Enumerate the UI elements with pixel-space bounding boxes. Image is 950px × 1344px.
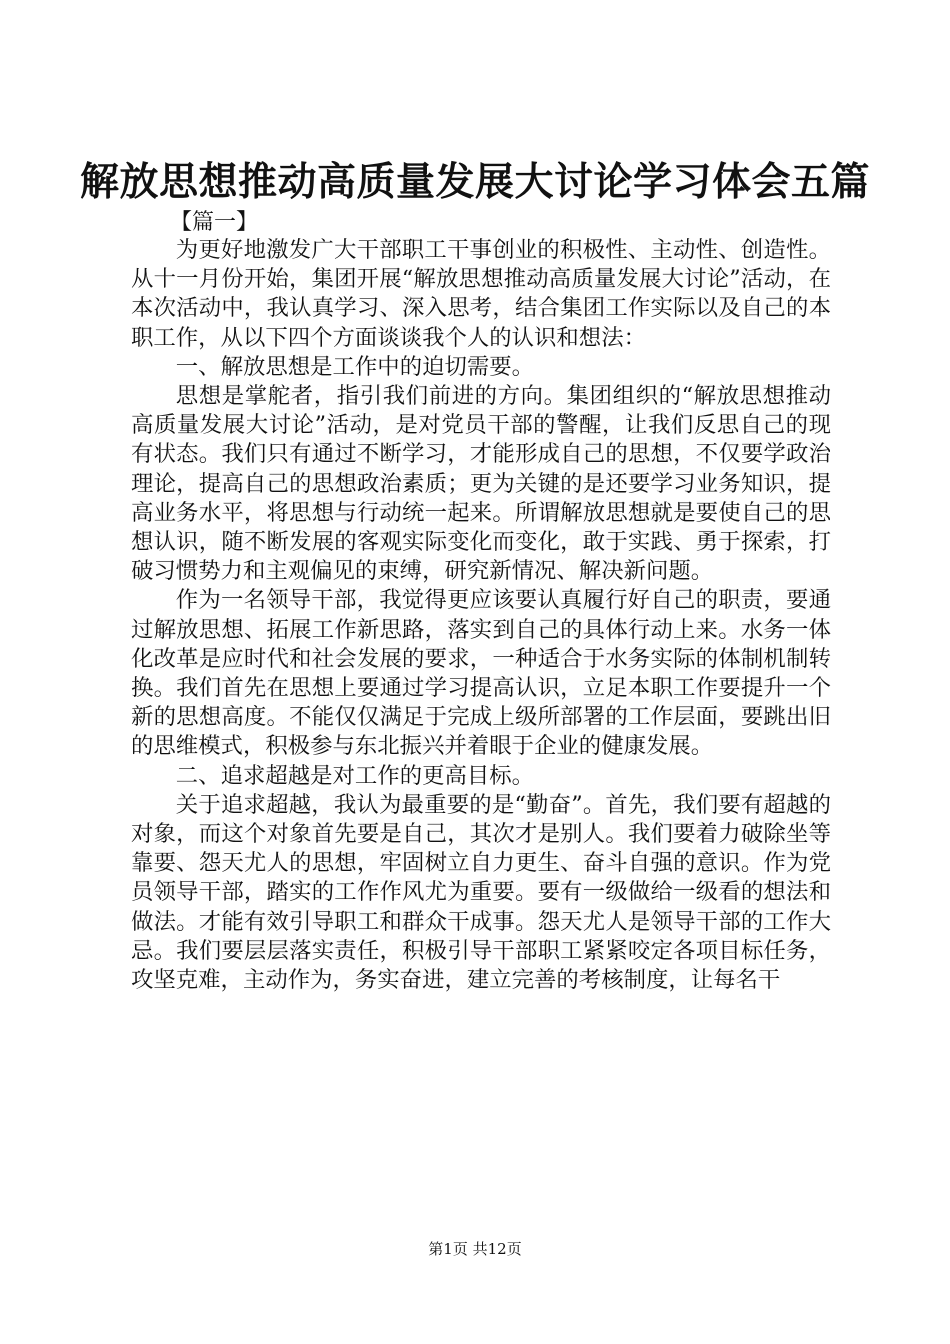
- page-number-footer: 第1页 共12页: [428, 1240, 522, 1258]
- document-body: [131, 236, 831, 995]
- paragraph-intro: 为更好地激发广大干部职工干事创业的积极性、主动性、创造性。从十一月份开始，集团开展“解放思想推动高质量发展大讨论”活动，在本次活动中，我认真学习、深入思考，结合集团工作实际以及自己的本职工作，从以下四个方面谈谈我个人的认识和想法：: [131, 237, 831, 351]
- paragraph-surpass: 关于追求超越，我认为最重要的是“勤奋”。首先，我们要有超越的对象，而这个对象首先要是自己，其次才是别人。我们要着力破除坐等靠要、怨天尤人的思想，牢固树立自力更生、奋斗自强的意识。作为党员领导干部，踏实的工作作风尤为重要。要有一级做给一级看的想法和做法。才能有效引导职工和群众干成事。怨天尤人是领导干部的工作大忌。我们要层层落实责任，积极引导干部职工紧紧咬定各项目标任务，攻坚克难，主动作为，务实奋进，建立完善的考核制度，让每名干: [131, 791, 831, 994]
- paragraph-heading-2: 二、追求超越是对工作的更高目标。: [175, 762, 535, 789]
- paragraph-thought: 思想是掌舵者，指引我们前进的方向。集团组织的“解放思想推动高质量发展大讨论”活动，是对党员干部的警醒，让我们反思自己的现有状态。我们只有通过不断学习，才能形成自己的思想，不仅要学政治理论，提高自己的思想政治素质；更为关键的是还要学习业务知识，提高业务水平，将思想与行动统一起来。所谓解放思想就是要使自己的思想认识，随不断发展的客观实际变化而变化，敢于实践、勇于探索，打破习惯势力和主观偏见的束缚，研究新情况、解决新问题。: [131, 383, 831, 585]
- page-title: 解放思想推动高质量发展大讨论学习体会五篇: [79, 160, 870, 205]
- paragraph-heading-1: 一、解放思想是工作中的迫切需要。: [175, 353, 535, 380]
- paragraph-leader: 作为一名领导干部，我觉得更应该要认真履行好自己的职责，要通过解放思想、拓展工作新思路，落实到自己的具体行动上来。水务一体化改革是应时代和社会发展的要求，一种适合于水务实际的体制机制转换。我们首先在思想上要通过学习提高认识，立足本职工作要提升一个新的思想高度。不能仅仅满足于完成上级所部署的工作层面，要跳出旧的思维模式，积极参与东北振兴并着眼于企业的健康发展。: [131, 587, 831, 760]
- section-heading: 【篇一】: [170, 210, 259, 235]
